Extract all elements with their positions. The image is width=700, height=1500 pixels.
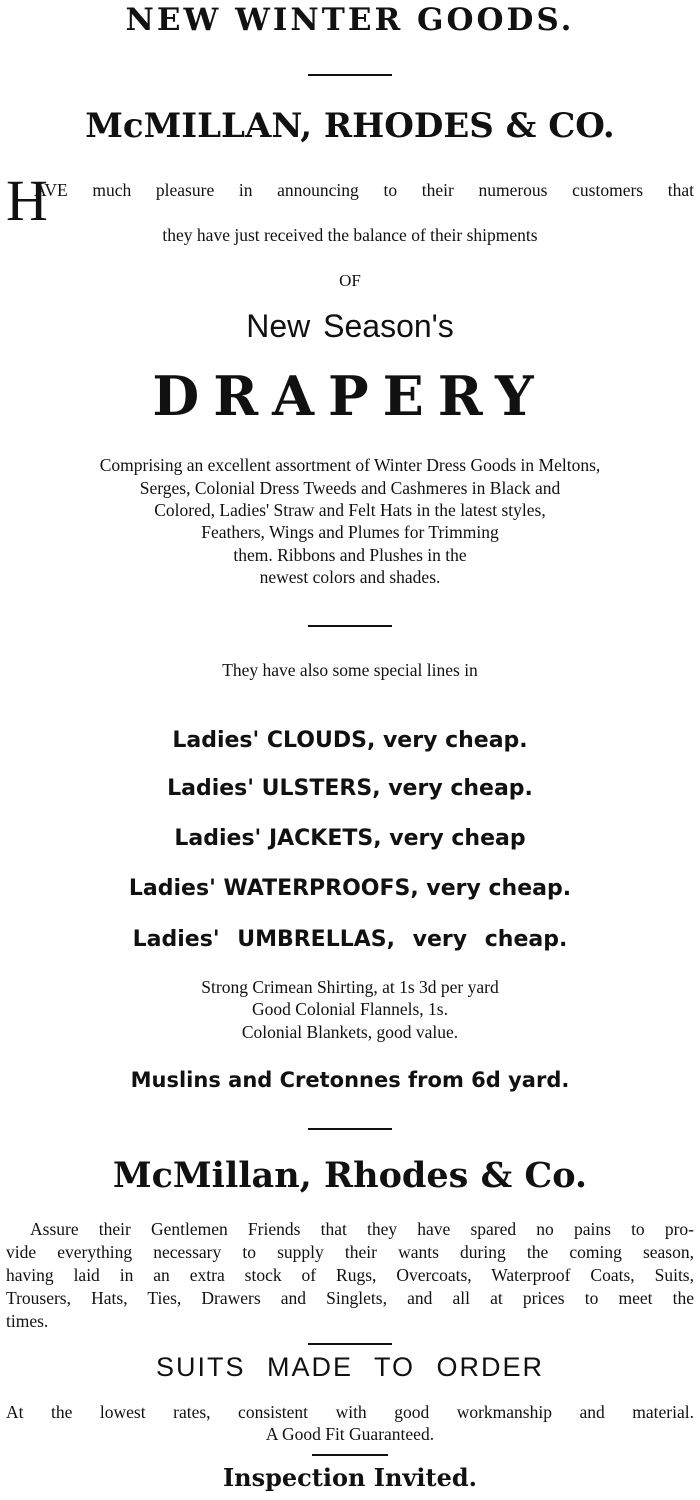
description-line: newest colors and shades. — [259, 567, 441, 587]
special-item: Ladies' ULSTERS, very cheap. — [167, 776, 533, 801]
intro-line-1: AVE much pleasure in announcing to their numerous customers that — [34, 180, 694, 200]
muslins-line: Muslins and Cretonnes from 6d yard. — [130, 1068, 570, 1092]
divider — [312, 1454, 388, 1456]
gentlemen-line: Trousers, Hats, Ties, Drawers and Singlets, and all at prices to meet the — [6, 1288, 694, 1308]
divider — [308, 74, 392, 76]
fit-line: A Good Fit Guaranteed. — [265, 1424, 435, 1444]
gentlemen-line: vide everything necessary to supply their wants during the coming season, — [6, 1242, 694, 1262]
description-line: them. Ribbons and Plushes in the — [233, 545, 467, 565]
special-item: Ladies' JACKETS, very cheap — [174, 826, 526, 851]
drapery-heading: DRAPERY — [152, 364, 548, 428]
special-item: Ladies' UMBRELLAS, very cheap. — [132, 927, 568, 952]
divider — [308, 1343, 392, 1345]
special-item: Ladies' WATERPROOFS, very cheap. — [128, 876, 572, 901]
intro-line-2: they have just received the balance of their shipments — [162, 225, 538, 245]
headline: NEW WINTER GOODS. — [125, 2, 575, 38]
gentlemen-line: having laid in an extra stock of Rugs, Overcoats, Waterproof Coats, Suits, — [6, 1265, 694, 1285]
description-line: Colored, Ladies' Straw and Felt Hats in the latest styles, — [154, 500, 546, 520]
price-line: Strong Crimean Shirting, at 1s 3d per yard — [201, 977, 499, 997]
divider — [308, 1128, 392, 1130]
special-item: Ladies' CLOUDS, very cheap. — [172, 728, 528, 753]
description-line: Comprising an excellent assortment of Winter Dress Goods in Meltons, — [99, 455, 601, 475]
suits-heading: SUITS MADE TO ORDER — [155, 1352, 545, 1382]
drop-cap: H — [6, 168, 48, 233]
intro-of: OF — [339, 271, 361, 290]
description-line: Feathers, Wings and Plumes for Trimming — [201, 522, 499, 542]
gentlemen-line: times. — [6, 1311, 49, 1331]
rates-line: At the lowest rates, consistent with good workmanship and material. — [6, 1402, 694, 1422]
season-heading: New Season's — [246, 308, 454, 344]
special-intro: They have also some special lines in — [222, 660, 478, 680]
description-line: Serges, Colonial Dress Tweeds and Cashmeres in Black and — [139, 478, 561, 498]
gentlemen-line: Assure their Gentlemen Friends that they have spared no pains to pro- — [30, 1219, 694, 1239]
firm-name-2: McMillan, Rhodes & Co. — [112, 1155, 588, 1196]
divider — [308, 625, 392, 627]
inspection-line: Inspection Invited. — [222, 1463, 478, 1492]
firm-name: McMILLAN, RHODES & CO. — [85, 106, 615, 146]
price-line: Good Colonial Flannels, 1s. — [252, 999, 448, 1019]
price-line: Colonial Blankets, good value. — [241, 1022, 459, 1042]
